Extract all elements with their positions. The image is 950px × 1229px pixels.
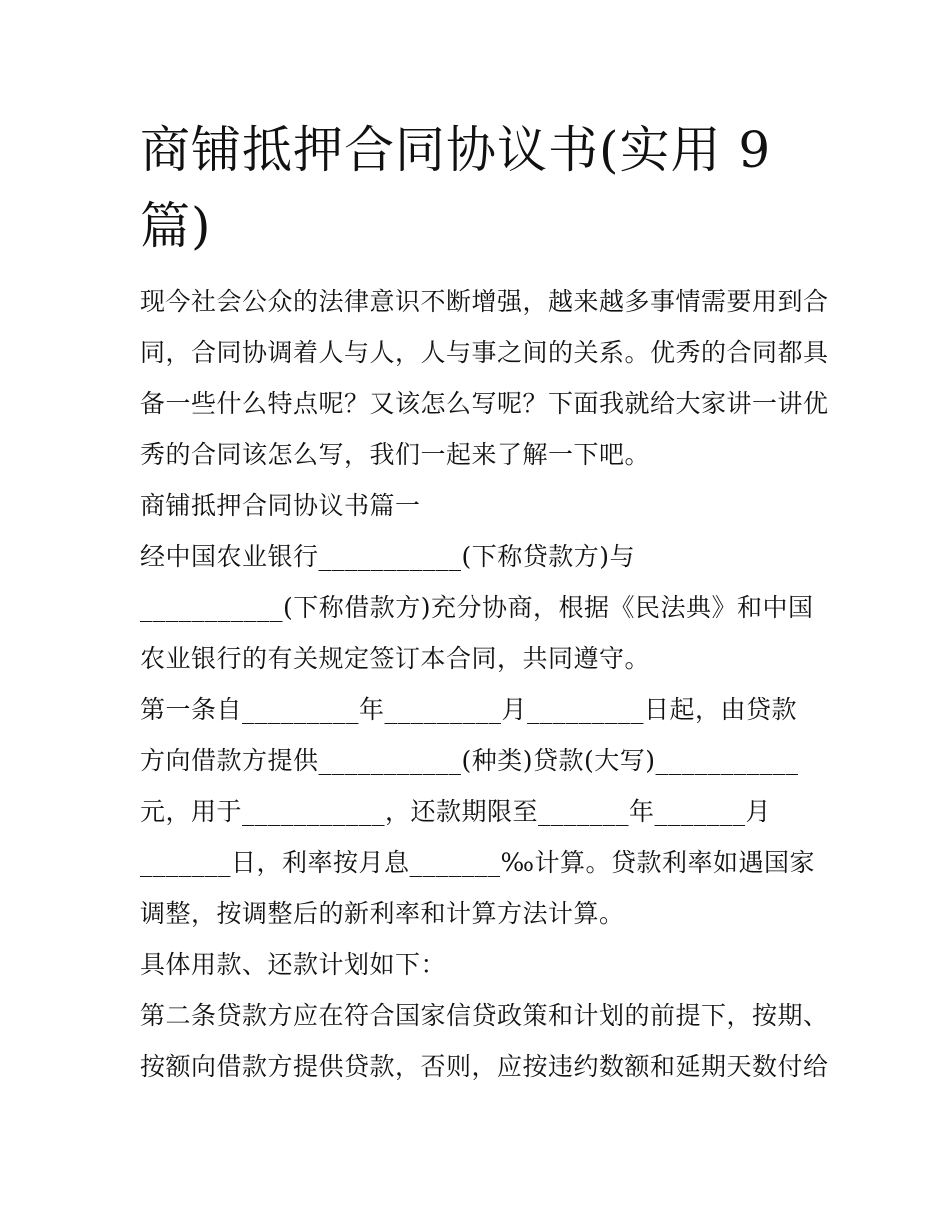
article-line: 按额向借款方提供贷款，否则，应按违约数额和延期天数付给 [140,1052,829,1081]
contract-line: 经中国农业银行___________(下称贷款方)与 [140,542,636,571]
plan-line: 具体用款、还款计划如下： [140,950,447,979]
intro-line: 秀的合同该怎么写，我们一起来了解一下吧。 [140,440,651,469]
article-line: _______日，利率按月息_______‰计算。贷款利率如遇国家 [140,848,816,877]
article-line: 第二条贷款方应在符合国家信贷政策和计划的前提下，按期、 [140,1001,829,1030]
article-line: 元，用于___________，还款期限至_______年_______月 [140,797,772,826]
section-heading: 商铺抵押合同协议书篇一 [140,491,421,520]
document-body [140,276,829,1092]
intro-line: 同，合同协调着人与人，人与事之间的关系。优秀的合同都具 [140,338,829,367]
article-line: 第一条自_________年_________月_________日起，由贷款 [140,695,798,724]
title-line: 篇) [140,197,212,255]
contract-line: 农业银行的有关规定签订本合同，共同遵守。 [140,644,651,673]
intro-line: 现今社会公众的法律意识不断增强，越来越多事情需要用到合 [140,287,829,316]
document-title [140,112,820,264]
contract-line: ___________(下称借款方)充分协商，根据《民法典》和中国 [140,593,814,622]
intro-line: 备一些什么特点呢？又该怎么写呢？下面我就给大家讲一讲优 [140,389,829,418]
article-line: 调整，按调整后的新利率和计算方法计算。 [140,899,625,928]
title-line: 商铺抵押合同协议书(实用 9 [140,121,772,179]
article-line: 方向借款方提供___________(种类)贷款(大写)___________ [140,746,799,775]
